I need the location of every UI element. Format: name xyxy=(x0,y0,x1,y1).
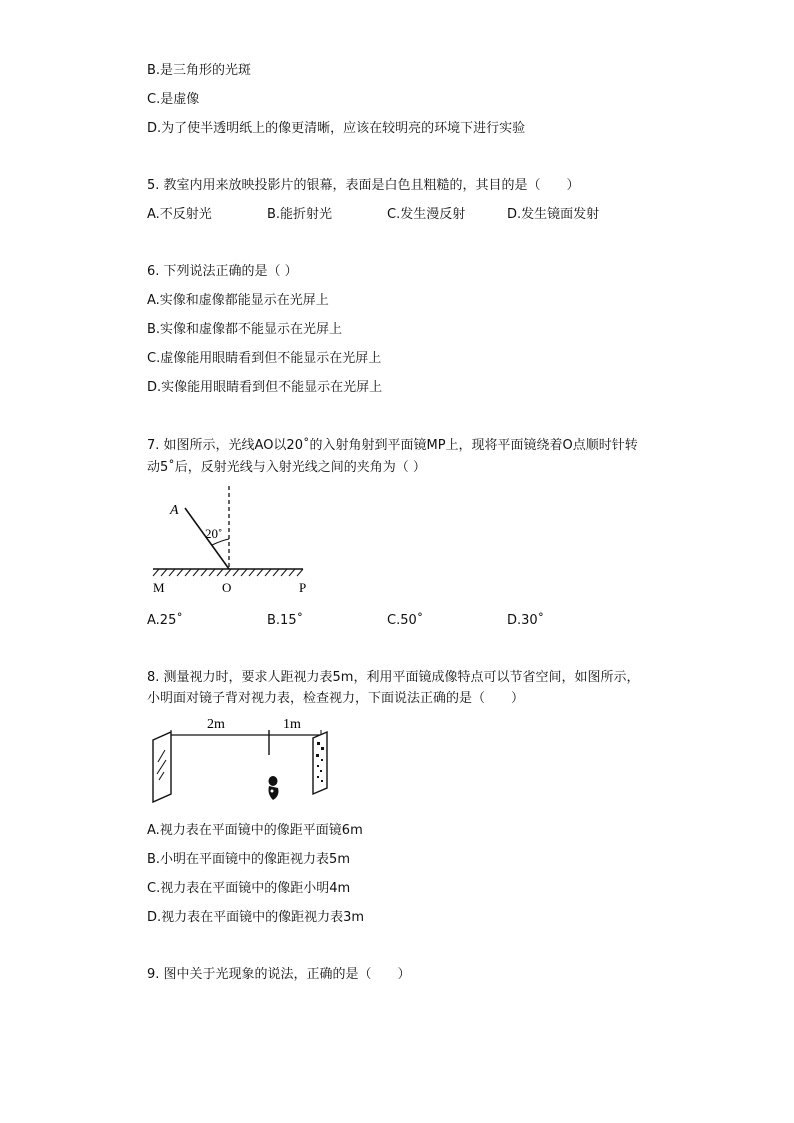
q7-option-c: C.50˚ xyxy=(387,613,424,628)
person-figure xyxy=(269,776,279,800)
q5-option-c: C.发生漫反射 xyxy=(387,207,466,222)
q8-stem-line1: 8. 测量视力时，要求人距视力表5m，利用平面镜成像特点可以节省空间，如图所示， xyxy=(147,670,640,685)
q6-option-a: A.实像和虚像都能显示在光屏上 xyxy=(147,293,329,308)
q7-label-m: M xyxy=(153,580,165,595)
q5-option-d: D.发生镜面发射 xyxy=(507,207,600,222)
q6-stem: 6. 下列说法正确的是（ ） xyxy=(147,264,298,279)
q6-option-b: B.实像和虚像都不能显示在光屏上 xyxy=(147,322,343,337)
q8-option-b: B.小明在平面镜中的像距视力表5m xyxy=(147,852,350,867)
q8-stem-line2: 小明面对镜子背对视力表，检查视力，下面说法正确的是（ ） xyxy=(147,691,525,706)
q4-option-d: D.为了使半透明纸上的像更清晰，应该在较明亮的环境下进行实验 xyxy=(147,121,526,136)
q9-stem: 9. 图中关于光现象的说法，正确的是（ ） xyxy=(147,967,411,982)
q8-option-d: D.视力表在平面镜中的像距视力表3m xyxy=(147,910,365,925)
q7-option-b: B.15˚ xyxy=(267,613,304,628)
q7-label-p: P xyxy=(299,580,307,595)
q8-label-1m: 1m xyxy=(283,717,301,732)
q5-option-b: B.能折射光 xyxy=(267,207,333,222)
q7-option-a: A.25˚ xyxy=(147,613,183,628)
q7-mirror-diagram xyxy=(145,482,315,597)
q4-option-b: B.是三角形的光斑 xyxy=(147,63,252,78)
q8-option-a: A.视力表在平面镜中的像距平面镜6m xyxy=(147,823,363,838)
q8-label-2m: 2m xyxy=(207,717,225,732)
q7-stem-line2: 动5˚后，反射光线与入射光线之间的夹角为（ ） xyxy=(147,460,426,475)
q6-option-c: C.虚像能用眼睛看到但不能显示在光屏上 xyxy=(147,351,382,366)
q8-vision-test-diagram xyxy=(145,712,335,808)
q7-stem-line1: 7. 如图所示，光线AO以20˚的入射角射到平面镜MP上，现将平面镜绕着O点顺时针转 xyxy=(147,438,638,453)
q4-option-c: C.是虚像 xyxy=(147,92,200,107)
vision-chart xyxy=(313,732,327,794)
plane-mirror xyxy=(153,732,171,802)
q7-option-d: D.30˚ xyxy=(507,613,545,628)
q7-label-a: A xyxy=(170,503,179,518)
q7-label-angle: 20˚ xyxy=(205,526,223,541)
q6-option-d: D.实像能用眼睛看到但不能显示在光屏上 xyxy=(147,380,383,395)
q8-option-c: C.视力表在平面镜中的像距小明4m xyxy=(147,881,351,896)
q5-stem: 5. 教室内用来放映投影片的银幕，表面是白色且粗糙的，其目的是（ ） xyxy=(147,178,580,193)
q7-label-o: O xyxy=(222,580,232,595)
q5-option-a: A.不反射光 xyxy=(147,207,212,222)
